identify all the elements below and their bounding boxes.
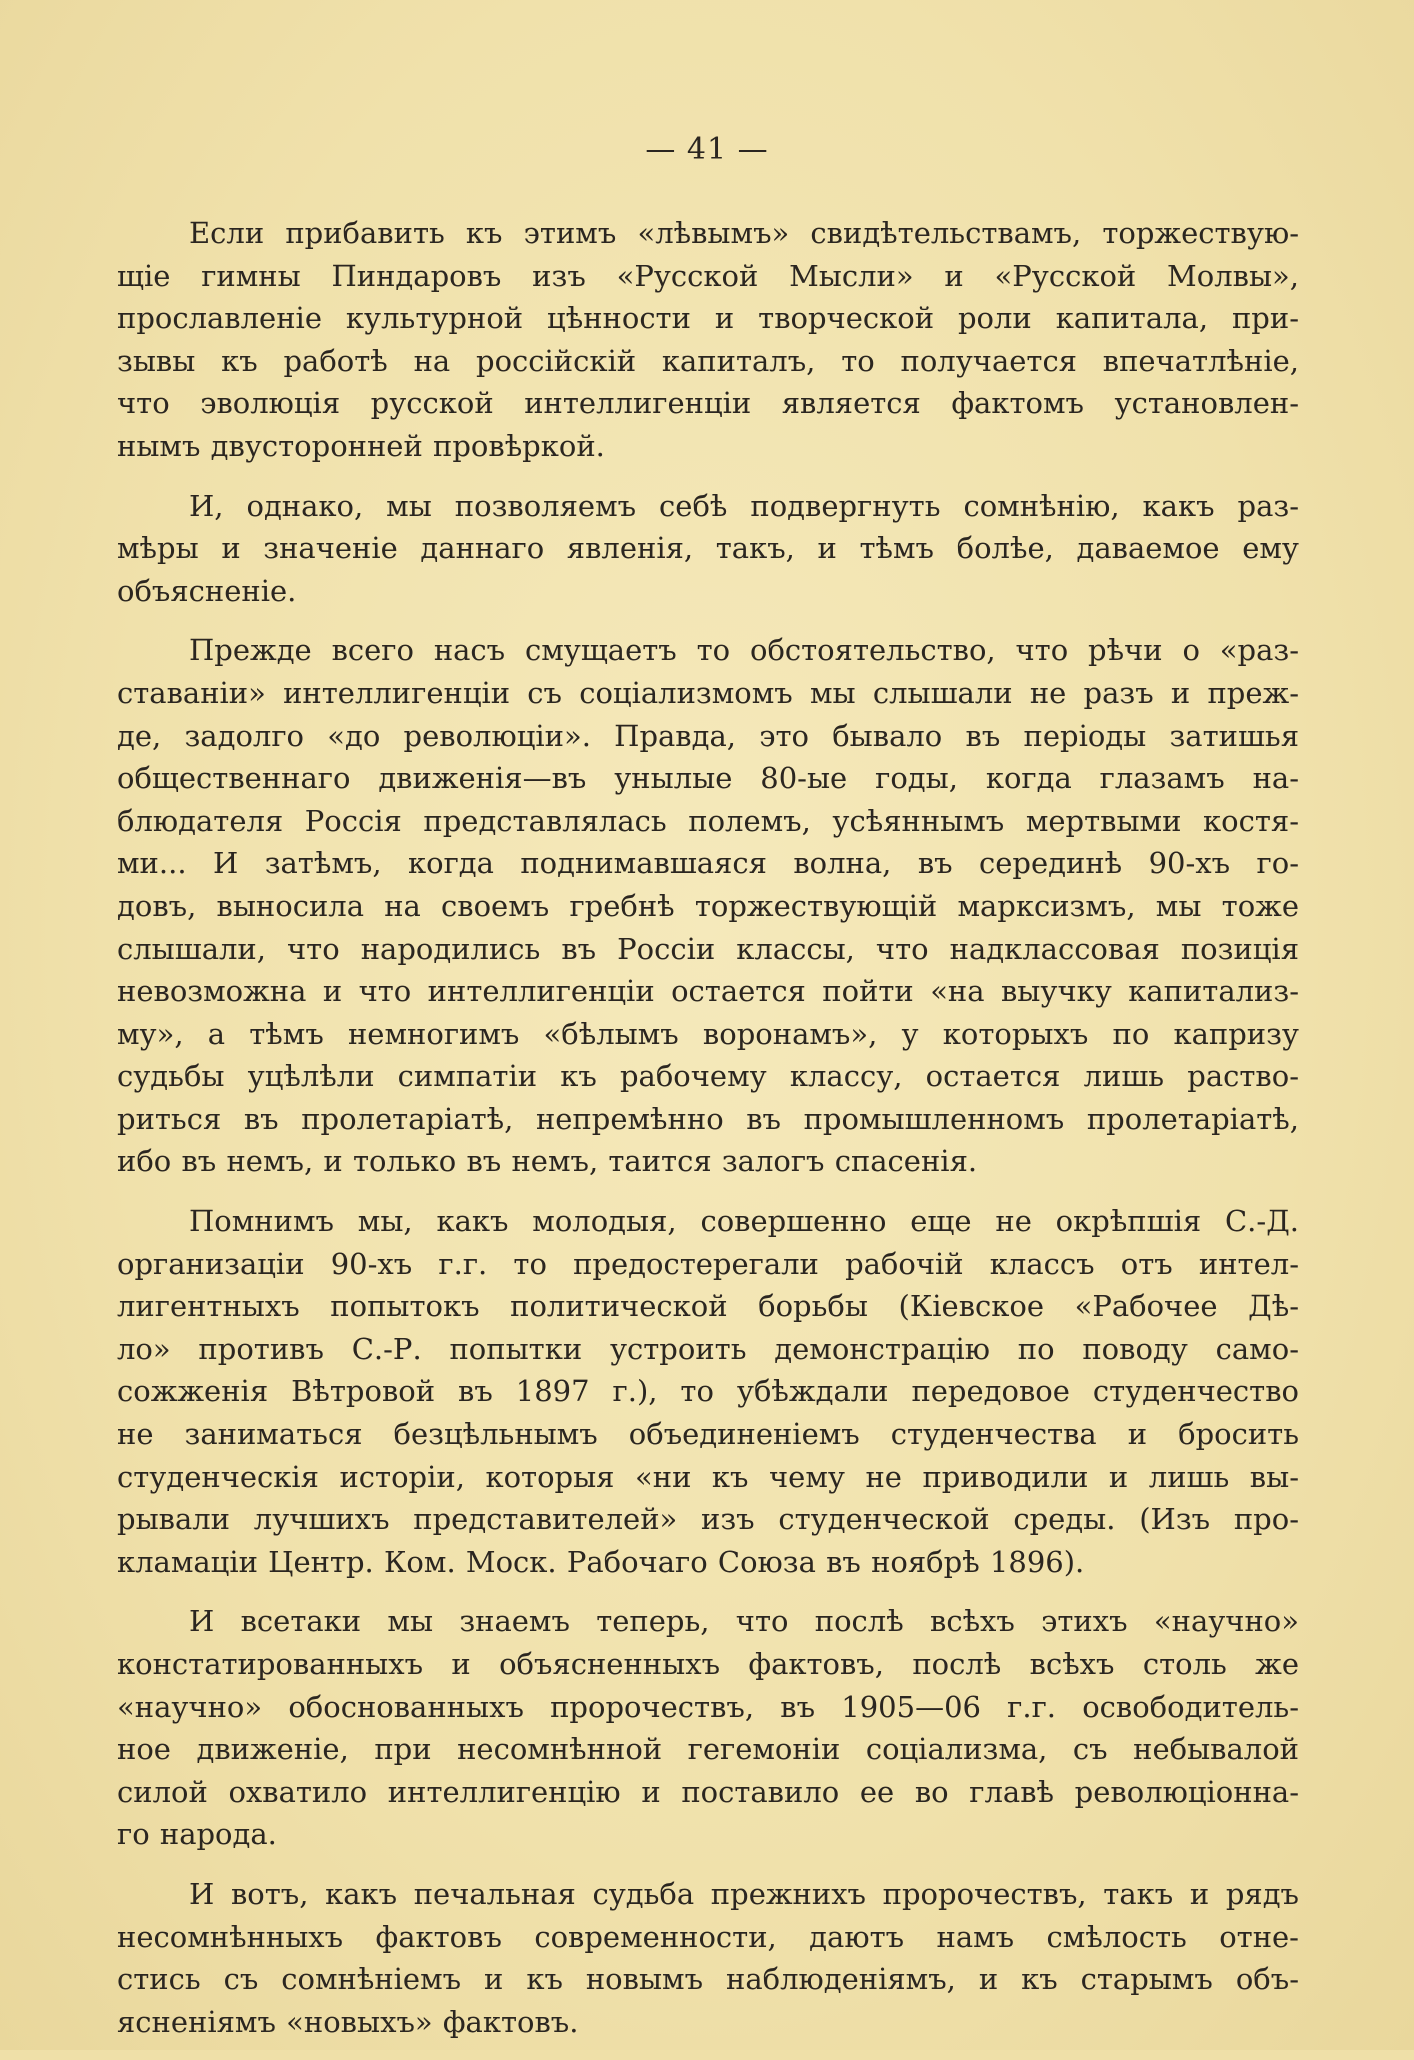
paragraph: [117, 1200, 1299, 1583]
text-line: риться въ пролетаріатѣ, непремѣнно въ промышленномъ пролетаріатѣ,: [117, 1101, 1299, 1136]
text-line: силой охватило интеллигенцію и поставило ее во главѣ революціонна-: [117, 1774, 1299, 1809]
text-line: организаціи 90-хъ г.г. то предостерегали рабочій классъ отъ интел-: [117, 1246, 1299, 1281]
page-number: — 41 —: [645, 132, 769, 167]
text-line: И всетаки мы знаемъ теперь, что послѣ всѣхъ этихъ «научно»: [189, 1604, 1299, 1639]
text-line: общественнаго движенія—въ унылые 80-ые годы, когда глазамъ на-: [117, 761, 1299, 796]
text-line: мѣры и значеніе даннаго явленія, такъ, и тѣмъ болѣе, даваемое ему: [117, 531, 1299, 566]
paragraph: [117, 212, 1299, 468]
text-line: стись съ сомнѣніемъ и къ новымъ наблюденіямъ, и къ старымъ объ-: [117, 1962, 1299, 1997]
text-line: ло» противъ С.-Р. попытки устроить демонстрацію по поводу само-: [117, 1331, 1299, 1366]
text-line: не заниматься безцѣльнымъ объединеніемъ студенчества и бросить: [117, 1417, 1299, 1452]
text-line: студенческія исторіи, которыя «ни къ чему не приводили и лишь вы-: [117, 1459, 1299, 1494]
text-line: ми... И затѣмъ, когда поднимавшаяся волна, въ серединѣ 90-хъ го-: [117, 846, 1299, 881]
text-line: ясненіямъ «новыхъ» фактовъ.: [117, 2004, 579, 2039]
text-line: кламаціи Центр. Ком. Моск. Рабочаго Союза въ ноябрѣ 1896).: [117, 1544, 1085, 1579]
text-line: нымъ двусторонней провѣркой.: [117, 428, 605, 463]
paragraph: [117, 629, 1299, 1183]
text-line: Помнимъ мы, какъ молодыя, совершенно еще не окрѣпшія С.-Д.: [189, 1204, 1299, 1239]
text-line: му», а тѣмъ немногимъ «бѣлымъ воронамъ», у которыхъ по капризу: [117, 1016, 1299, 1051]
text-line: прославленіе культурной цѣнности и творческой роли капитала, при-: [117, 301, 1299, 336]
text-line: сожженія Вѣтровой въ 1897 г.), то убѣждали передовое студенчество: [117, 1374, 1299, 1409]
text-line: слышали, что народились въ Россіи классы, что надклассовая позиція: [117, 931, 1299, 966]
text-line: Если прибавить къ этимъ «лѣвымъ» свидѣтельствамъ, торжествую-: [189, 216, 1299, 250]
text-line: Прежде всего насъ смущаетъ то обстоятельство, что рѣчи о «раз-: [189, 633, 1299, 668]
paragraph: [117, 485, 1299, 613]
text-line: что эволюція русской интеллигенціи является фактомъ установлен-: [117, 386, 1299, 421]
text-line: констатированныхъ и объясненныхъ фактовъ, послѣ всѣхъ столь же: [117, 1647, 1299, 1681]
text-line: зывы къ работѣ на россійскій капиталъ, то получается впечатлѣніе,: [117, 343, 1299, 378]
text-line: несомнѣнныхъ фактовъ современности, даютъ намъ смѣлость отне-: [117, 1919, 1299, 1954]
text-line: щіе гимны Пиндаровъ изъ «Русской Мысли» и «Русской Молвы»,: [117, 258, 1299, 293]
text-line: рывали лучшихъ представителей» изъ студенческой среды. (Изъ про-: [117, 1502, 1299, 1537]
text-line: «научно» обоснованныхъ пророчествъ, въ 1905—06 г.г. освободитель-: [117, 1689, 1299, 1724]
text-line: го народа.: [117, 1817, 277, 1852]
paragraph: [117, 1873, 1299, 2043]
text-line: ставаніи» интеллигенціи съ соціализмомъ мы слышали не разъ и преж-: [117, 675, 1299, 710]
text-line: И, однако, мы позволяемъ себѣ подвергнуть сомнѣнію, какъ раз-: [189, 488, 1299, 523]
text-line: де, задолго «до революціи». Правда, это бывало въ періоды затишья: [117, 718, 1299, 753]
text-line: ибо въ немъ, и только въ немъ, таится залогъ спасенія.: [117, 1144, 978, 1179]
text-line: И вотъ, какъ печальная судьба прежнихъ пророчествъ, такъ и рядъ: [189, 1876, 1299, 1911]
text-line: ное движеніе, при несомнѣнной гегемоніи соціализма, съ небывалой: [117, 1732, 1299, 1767]
text-line: судьбы уцѣлѣли симпатіи къ рабочему классу, остается лишь раство-: [117, 1059, 1299, 1094]
text-line: блюдателя Россія представлялась полемъ, усѣяннымъ мертвыми костя-: [117, 803, 1299, 838]
paragraph: [117, 1600, 1299, 1856]
text-line: объясненіе.: [117, 573, 297, 608]
text-line: лигентныхъ попытокъ политической борьбы (Кіевское «Рабочее Дѣ-: [117, 1289, 1299, 1324]
text-line: довъ, выносила на своемъ гребнѣ торжествующій марксизмъ, мы тоже: [117, 888, 1299, 923]
text-line: невозможна и что интеллигенціи остается пойти «на выучку капитализ-: [117, 974, 1299, 1009]
body-text: [117, 212, 1299, 2060]
